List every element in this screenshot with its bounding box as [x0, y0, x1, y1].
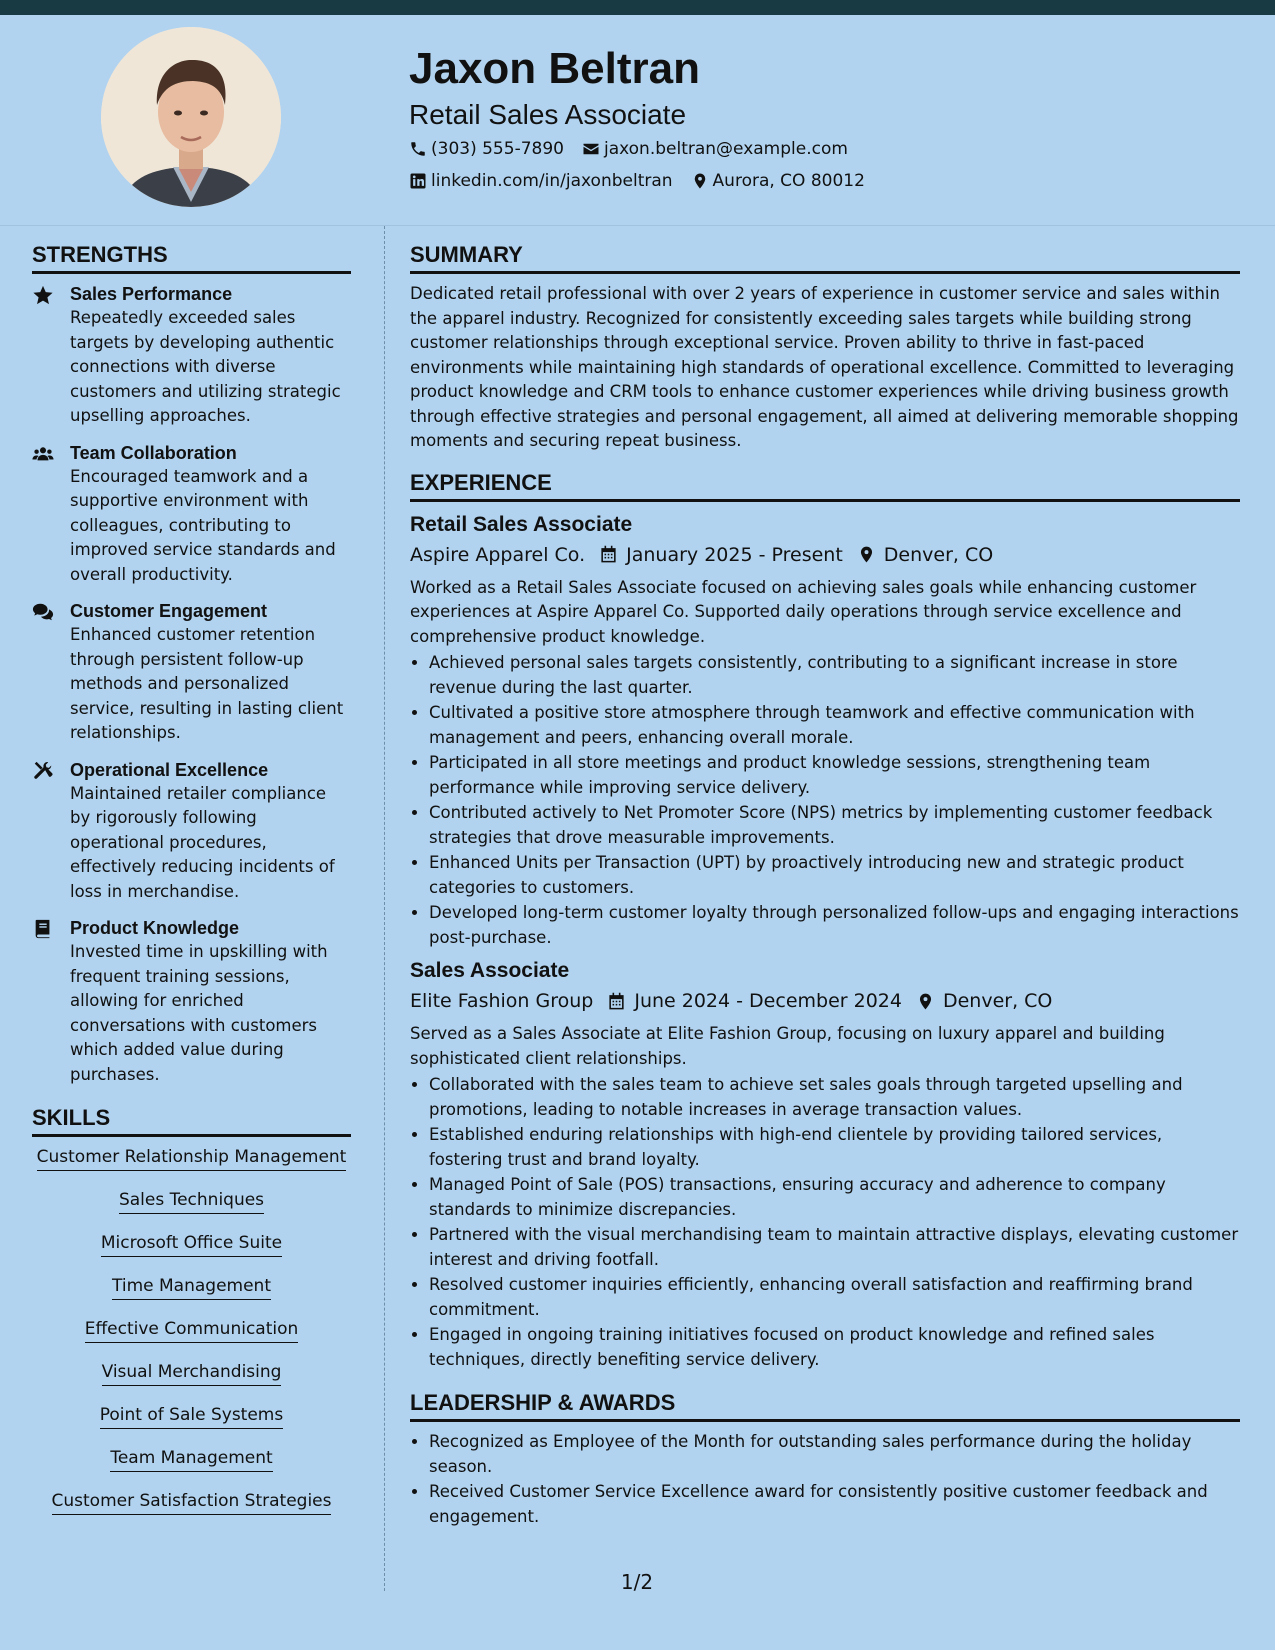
location-text: Aurora, CO 80012 [712, 171, 865, 191]
candidate-title: Retail Sales Associate [409, 99, 687, 130]
resume-header [409, 40, 1229, 196]
bullet-item: • Resolved customer inquiries efficiently, enhancing overall satisfaction and reaffirming brand commitment. [429, 1273, 1240, 1322]
strength-title: Product Knowledge [70, 918, 240, 938]
skill-label: Visual Merchandising [102, 1360, 282, 1386]
left-column [32, 240, 351, 1532]
skill-item [32, 1446, 351, 1472]
skill-label: Customer Satisfaction Strategies [52, 1489, 332, 1515]
skill-label: Point of Sale Systems [100, 1403, 283, 1429]
bullet-item: • Recognized as Employee of the Month for outstanding sales performance during the holiday season. [429, 1430, 1240, 1479]
skill-label: Effective Communication [85, 1317, 299, 1343]
strength-item [32, 441, 351, 588]
top-accent-bar [0, 0, 1275, 15]
strength-description: Invested time in upskilling with frequent training sessions, allowing for enriched conversations with customers which added value during purchases. [70, 942, 328, 1084]
strength-item [32, 599, 351, 746]
experience-section [410, 468, 1240, 1373]
skill-item [32, 1403, 351, 1429]
dates-text: June 2024 - December 2024 [634, 990, 902, 1012]
bullet-item: • Participated in all store meetings and product knowledge sessions, strengthening team performance while improving service delivery. [429, 751, 1240, 800]
job-bullets [410, 1073, 1240, 1372]
contact-phone [409, 139, 564, 159]
strength-description: Maintained retailer compliance by rigorously following operational procedures, effectively reducing incidents of loss in merchandise. [70, 783, 335, 901]
contact-row-1 [409, 134, 1229, 164]
job-location [916, 986, 1052, 1016]
comments-icon [32, 601, 54, 623]
skill-item [32, 1274, 351, 1300]
tools-icon [32, 760, 54, 782]
right-column [410, 240, 1240, 1530]
bullet-item: • Partnered with the visual merchandising team to maintain attractive displays, elevating customer interest and driving footfall. [429, 1223, 1240, 1272]
bullet-item: • Collaborated with the sales team to achieve set sales goals through targeted upselling and promotions, leading to notable increases in average transaction values. [429, 1073, 1240, 1122]
job-company [410, 986, 593, 1016]
strength-description: Encouraged teamwork and a supportive environment with colleagues, contributing to improved service standards and overall productivity. [70, 466, 336, 584]
strength-description: Enhanced customer retention through persistent follow-up methods and personalized service, resulting in lasting client relationships. [70, 625, 344, 742]
skill-item [32, 1317, 351, 1343]
skill-item [32, 1489, 351, 1515]
bullet-item: • Developed long-term customer loyalty through personalized follow-ups and engaging interactions post-purchase. [429, 901, 1240, 950]
column-divider [384, 226, 385, 1591]
strength-item [32, 282, 351, 429]
strength-item [32, 916, 351, 1087]
star-icon [32, 284, 54, 306]
job-description: Worked as a Retail Sales Associate focused on achieving sales goals while enhancing customer experiences at Aspire Apparel Co. Supported daily operations through service excellence and comprehensive product knowledge. [410, 577, 1197, 646]
job-title: Retail Sales Associate [410, 512, 633, 536]
linkedin-icon [409, 172, 427, 190]
users-icon [32, 443, 54, 465]
experience-heading: EXPERIENCE [410, 468, 1240, 502]
strength-title: Sales Performance [70, 284, 233, 304]
avatar-illustration [101, 27, 281, 207]
skill-label: Sales Techniques [119, 1188, 264, 1214]
phone-icon [409, 140, 427, 158]
skill-label: Customer Relationship Management [37, 1145, 347, 1171]
strength-title: Operational Excellence [70, 759, 269, 780]
job-company [410, 540, 585, 570]
strength-title: Customer Engagement [70, 601, 268, 621]
bullet-item: • Achieved personal sales targets consistently, contributing to a significant increase in store revenue during the last quarter. [429, 651, 1240, 700]
bullet-item: • Engaged in ongoing training initiatives focused on product knowledge and refined sales techniques, directly benefiting service delivery. [429, 1323, 1240, 1372]
phone-text: (303) 555-7890 [431, 139, 564, 159]
linkedin-text[interactable]: linkedin.com/in/jaxonbeltran [431, 171, 673, 191]
email-text[interactable]: jaxon.beltran@example.com [603, 139, 848, 159]
bullet-item: • Contributed actively to Net Promoter Score (NPS) metrics by implementing customer feedback strategies that drove measurable improvements. [429, 801, 1240, 850]
envelope-icon [582, 140, 600, 158]
strength-description: Repeatedly exceeded sales targets by developing authentic connections with diverse customers and utilizing strategic upselling approaches. [70, 308, 341, 425]
skill-label: Microsoft Office Suite [101, 1231, 282, 1257]
page-number: 1/2 [620, 1570, 654, 1594]
company-text: Aspire Apparel Co. [410, 543, 586, 566]
contact-row-2 [409, 166, 1229, 196]
strength-item [32, 758, 351, 905]
leadership-bullets [410, 1430, 1240, 1529]
skill-item [32, 1231, 351, 1257]
map-pin-icon [857, 545, 876, 564]
job-bullets [410, 651, 1240, 950]
skill-label: Time Management [112, 1274, 271, 1300]
job-dates [607, 986, 902, 1016]
contact-linkedin[interactable] [409, 171, 673, 191]
job-entry [410, 956, 1240, 1372]
contact-location [691, 171, 865, 191]
strength-title: Team Collaboration [70, 442, 237, 463]
candidate-name: Jaxon Beltran [409, 44, 700, 93]
calendar-icon [607, 992, 626, 1011]
summary-text: Dedicated retail professional with over 2 years of experience in customer service and sales within the apparel industry. Recognized for consistently exceeding sales targets while building strong customer relationships through exceptional service. Proven ability to thrive in fast-paced environments while maintaining high standards of operational excellence. Committed to leveraging product knowledge and CRM tools to enhance customer experiences while driving business growth through effective strategies and personal engagement, all aimed at delivering memorable shopping moments and securing repeat business. [410, 284, 1239, 450]
bullet-item: • Cultivated a positive store atmosphere through teamwork and effective communication with management and peers, enhancing overall morale. [429, 701, 1240, 750]
leadership-heading: LEADERSHIP & AWARDS [410, 1388, 1240, 1422]
summary-section [410, 240, 1240, 454]
skill-item [32, 1188, 351, 1214]
location-text: Denver, CO [883, 543, 994, 566]
leadership-section [410, 1388, 1240, 1529]
company-text: Elite Fashion Group [410, 990, 594, 1012]
job-dates [599, 540, 843, 570]
bullet-item: • Established enduring relationships with high-end clientele by providing tailored services, fostering trust and brand loyalty. [429, 1123, 1240, 1172]
job-meta [410, 986, 1240, 1016]
bullet-item: • Received Customer Service Excellence award for consistently positive customer feedback and engagement. [429, 1480, 1240, 1529]
bullet-item: • Enhanced Units per Transaction (UPT) by proactively introducing new and strategic product categories to customers. [429, 851, 1240, 900]
location-text: Denver, CO [942, 990, 1053, 1012]
skill-list [32, 1145, 351, 1515]
strengths-heading: STRENGTHS [32, 240, 351, 274]
skill-label: Team Management [110, 1446, 272, 1472]
skills-heading: SKILLS [32, 1103, 351, 1137]
skill-item [32, 1360, 351, 1386]
map-pin-icon [691, 172, 709, 190]
job-entry [410, 510, 1240, 951]
book-icon [32, 918, 54, 940]
calendar-icon [599, 545, 618, 564]
dates-text: January 2025 - Present [626, 543, 843, 566]
profile-photo [101, 27, 281, 207]
job-meta [410, 540, 1240, 570]
contact-email[interactable] [582, 139, 848, 159]
map-pin-icon [916, 992, 935, 1011]
job-location [857, 540, 993, 570]
bullet-item: • Managed Point of Sale (POS) transactions, ensuring accuracy and adherence to company standards to minimize discrepancies. [429, 1173, 1240, 1222]
job-description: Served as a Sales Associate at Elite Fashion Group, focusing on luxury apparel and building sophisticated client relationships. [410, 1024, 1165, 1068]
skill-item [32, 1145, 351, 1171]
summary-heading: SUMMARY [410, 240, 1240, 274]
job-title: Sales Associate [410, 959, 570, 982]
header-divider [0, 225, 1275, 226]
